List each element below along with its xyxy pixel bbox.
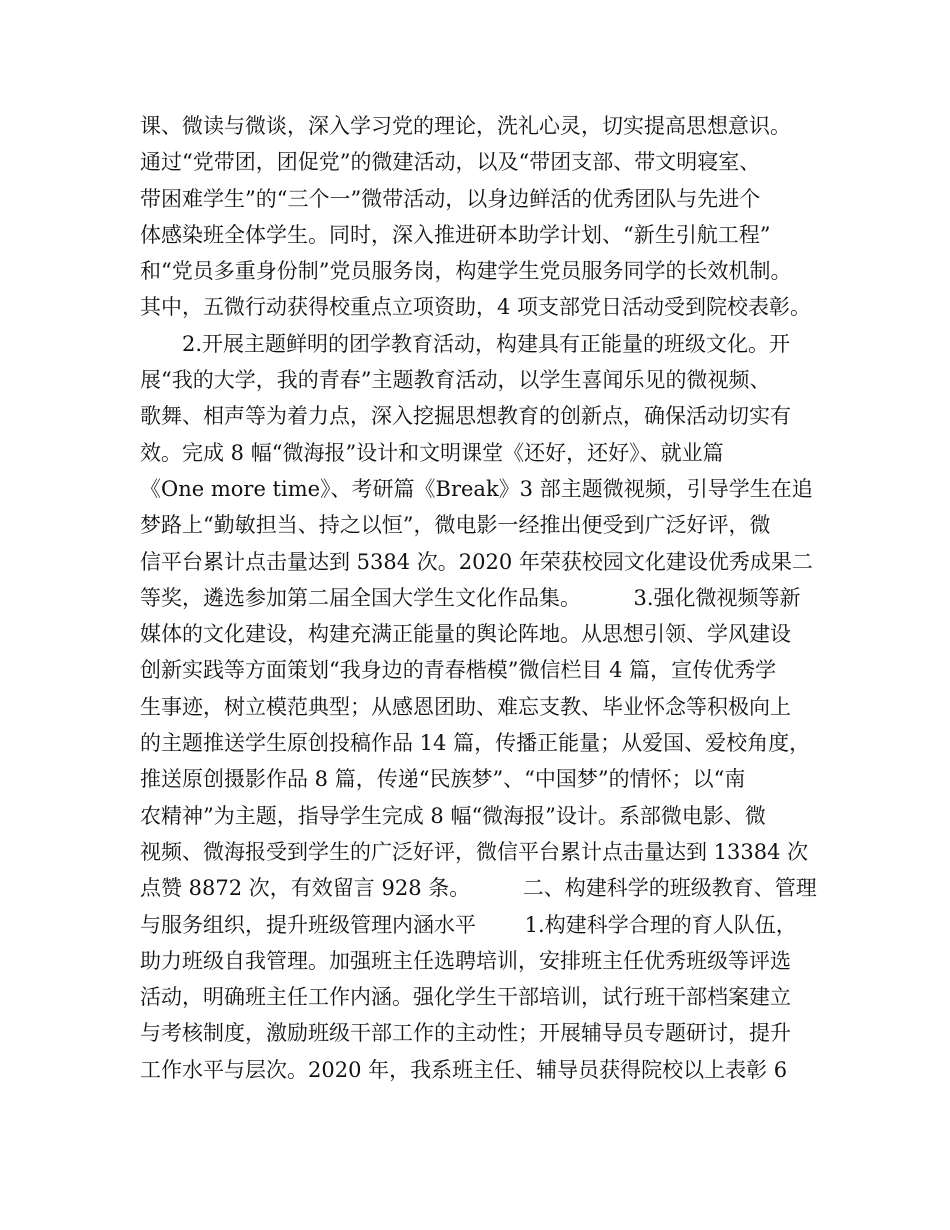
body-text bbox=[140, 108, 830, 1088]
text-line: 其中，五微行动获得校重点立项资助，4 项支部党日活动受到院校表彰。 bbox=[140, 295, 812, 320]
text-line: 歌舞、相声等为着力点，深入挖掘思想教育的创新点，确保活动切实有 bbox=[140, 404, 791, 429]
text-line: 与服务组织，提升班级管理内涵水平 1.构建科学合理的育人队伍， bbox=[140, 912, 797, 937]
text-line: 等奖，遴选参加第二届全国大学生文化作品集。 3.强化微视频等新 bbox=[140, 585, 801, 610]
text-line: 创新实践等方面策划“我身边的青春楷模”微信栏目 4 篇，宣传优秀学 bbox=[140, 658, 777, 683]
text-line: 活动，明确班主任工作内涵。强化学生干部培训，试行班干部档案建立 bbox=[140, 985, 791, 1010]
text-line: 生事迹，树立模范典型；从感恩团助、难忘支教、毕业怀念等积极向上 bbox=[140, 694, 791, 719]
text-line: 工作水平与层次。2020 年，我系班主任、辅导员获得院校以上表彰 6 bbox=[140, 1057, 788, 1082]
text-line: 媒体的文化建设，构建充满正能量的舆论阵地。从思想引领、学风建设 bbox=[140, 622, 791, 647]
text-line: 点赞 8872 次，有效留言 928 条。 二、构建科学的班级教育、管理 bbox=[140, 876, 817, 901]
text-line: 视频、微海报受到学生的广泛好评，微信平台累计点击量达到 13384 次 bbox=[140, 839, 809, 864]
text-line: 农精神”为主题，指导学生完成 8 幅“微海报”设计。系部微电影、微 bbox=[140, 803, 766, 828]
text-line: 推送原创摄影作品 8 篇，传递“民族梦”、“中国梦”的情怀；以“南 bbox=[140, 767, 746, 792]
text-line: 梦路上“勤敏担当、持之以恒”，微电影一经推出便受到广泛好评，微 bbox=[140, 513, 771, 538]
text-line: 体感染班全体学生。同时，深入推进研本助学计划、“新生引航工程” bbox=[140, 222, 771, 247]
text-line: 信平台累计点击量达到 5384 次。2020 年荣获校园文化建设优秀成果二 bbox=[140, 549, 813, 574]
text-line: 通过“党带团，团促党”的微建活动，以及“带团支部、带文明寝室、 bbox=[140, 150, 761, 175]
text-line: 和“党员多重身份制”党员服务岗，构建学生党员服务同学的长效机制。 bbox=[140, 259, 792, 284]
text-line: 带困难学生”的“三个一”微带活动，以身边鲜活的优秀团队与先进个 bbox=[140, 186, 761, 211]
text-line: 《One more time》、考研篇《Break》3 部主题微视频，引导学生在追 bbox=[140, 476, 813, 501]
text-line: 效。完成 8 幅“微海报”设计和文明课堂《还好，还好》、就业篇 bbox=[140, 440, 724, 465]
text-line: 课、微读与微谈，深入学习党的理论，洗礼心灵，切实提高思想意识。 bbox=[140, 114, 791, 138]
text-line: 与考核制度，激励班级干部工作的主动性；开展辅导员专题研讨，提升 bbox=[140, 1021, 791, 1046]
text-line: 助力班级自我管理。加强班主任选聘培训，安排班主任优秀班级等评选 bbox=[140, 948, 791, 973]
text-line: 展“我的大学，我的青春”主题教育活动，以学生喜闻乐见的微视频、 bbox=[140, 368, 771, 393]
text-line: 2.开展主题鲜明的团学教育活动，构建具有正能量的班级文化。开 bbox=[140, 331, 791, 356]
text-line: 的主题推送学生原创投稿作品 14 篇，传播正能量；从爱国、爱校角度， bbox=[140, 731, 811, 756]
